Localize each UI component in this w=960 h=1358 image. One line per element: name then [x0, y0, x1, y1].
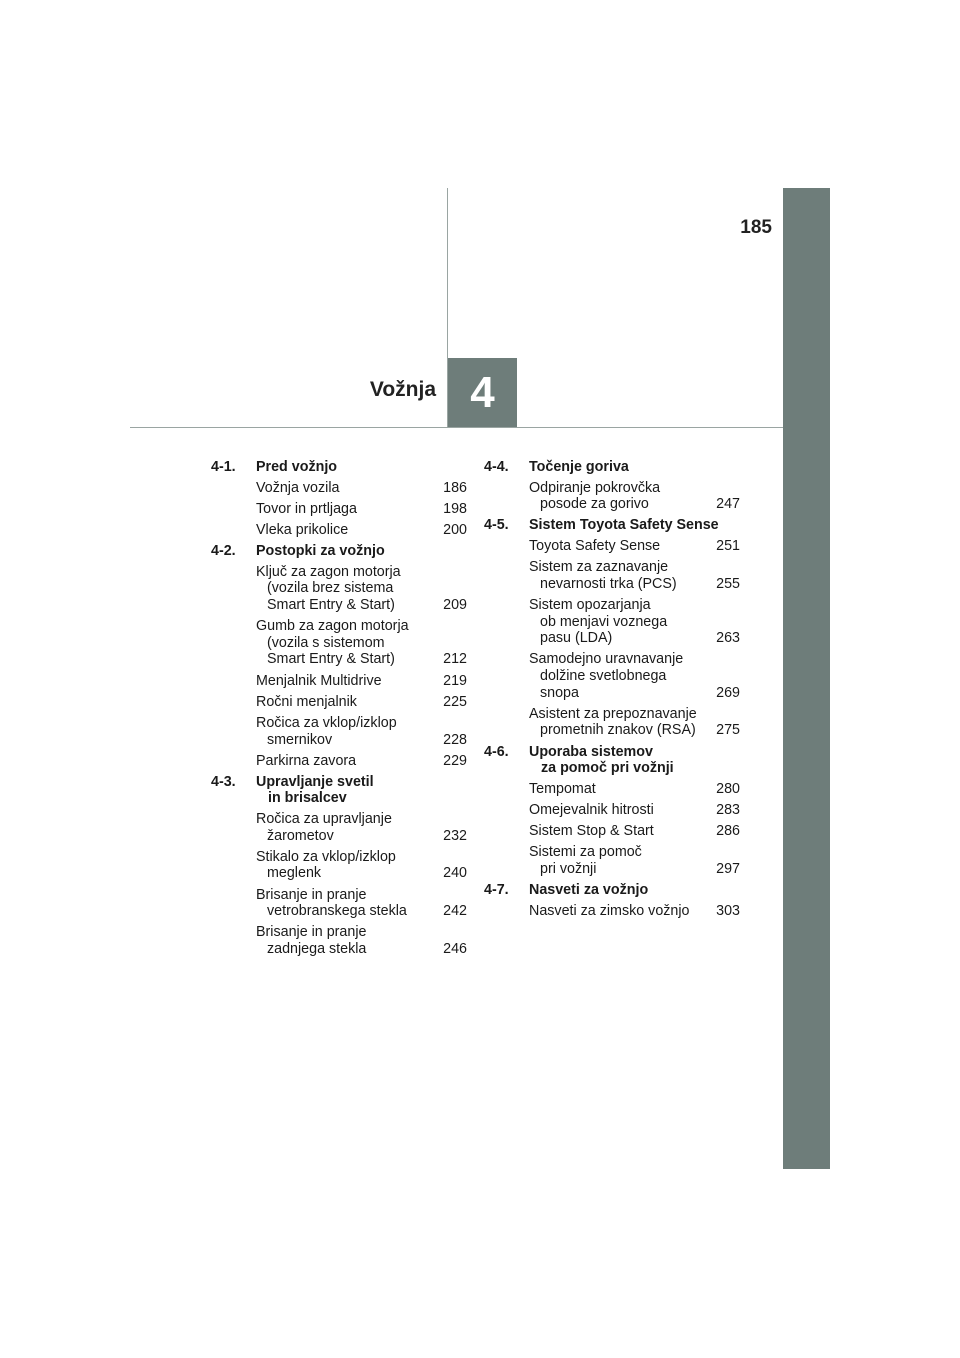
- toc-right-column: [484, 459, 740, 924]
- toc-entry-label[interactable]: [256, 811, 441, 844]
- toc-entry-text: Sistem Stop & Start: [529, 823, 654, 840]
- section-title[interactable]: Točenje goriva: [529, 459, 629, 475]
- toc-entry-label[interactable]: [529, 706, 714, 739]
- toc-entry-text: Sistemi za pomoč pri vožnji: [529, 844, 642, 877]
- toc-entry-text: Stikalo za vklop/izklop meglenk: [256, 848, 396, 882]
- section-number: 4-4.: [484, 459, 509, 475]
- toc-entry-label[interactable]: [256, 618, 441, 668]
- toc-entry[interactable]: [256, 618, 467, 668]
- toc-entry[interactable]: [256, 715, 467, 748]
- chapter-title: Vožnja: [369, 378, 436, 401]
- section-heading: [484, 459, 740, 476]
- toc-entry-text: Odpiranje pokrovčka posode za gorivo: [529, 479, 661, 513]
- toc-entry[interactable]: [529, 538, 740, 555]
- section-title[interactable]: Nasveti za vožnjo: [529, 882, 649, 899]
- toc-entry-label[interactable]: [529, 844, 714, 877]
- toc-entry[interactable]: [529, 781, 740, 798]
- section-heading: [211, 543, 467, 560]
- section-heading: [211, 774, 467, 807]
- toc-entry[interactable]: [529, 706, 740, 739]
- toc-entry[interactable]: [256, 811, 467, 844]
- toc-entry-page[interactable]: 232: [443, 827, 467, 844]
- toc-entry-label[interactable]: [256, 887, 441, 920]
- toc-entry-text: Brisanje in pranje zadnjega stekla: [256, 924, 367, 957]
- section-title[interactable]: Uporaba sistemov za pomoč pri vožnji: [529, 743, 674, 777]
- toc-entry-page[interactable]: 242: [443, 903, 467, 920]
- section-heading: [484, 517, 740, 534]
- toc-entry-label[interactable]: [529, 538, 714, 555]
- toc-section: [211, 543, 467, 769]
- toc-entry-page[interactable]: 209: [443, 596, 467, 613]
- toc-entry[interactable]: [256, 522, 467, 539]
- toc-entry[interactable]: [256, 673, 467, 690]
- section-heading: [484, 744, 740, 777]
- toc-entry[interactable]: [529, 844, 740, 877]
- toc-entry-page[interactable]: 212: [443, 651, 467, 668]
- toc-entry-label[interactable]: [256, 753, 441, 770]
- toc-entry-text: Brisanje in pranje vetrobranskega stekla: [256, 886, 407, 920]
- toc-entry-text: Ročica za upravljanje žarometov: [256, 811, 392, 844]
- toc-entry[interactable]: [529, 597, 740, 647]
- toc-entry[interactable]: [256, 694, 467, 711]
- toc-entry[interactable]: [256, 501, 467, 518]
- toc-entry-page[interactable]: 240: [443, 865, 467, 882]
- toc-entry-label[interactable]: [256, 673, 441, 690]
- toc-entry-text: Sistem opozarjanja ob menjavi voznega pasu (LDA): [529, 596, 668, 647]
- toc-entry-text: Ročni menjalnik: [256, 693, 357, 710]
- toc-entry-page[interactable]: 186: [443, 479, 467, 496]
- toc-entry-page[interactable]: 255: [716, 575, 740, 592]
- section-number: 4-3.: [211, 773, 236, 790]
- toc-entry-label[interactable]: [529, 651, 714, 701]
- section-number: 4-7.: [484, 882, 509, 899]
- toc-entry[interactable]: [529, 651, 740, 701]
- section-title[interactable]: Sistem Toyota Safety Sense: [529, 517, 719, 534]
- toc-entry-label[interactable]: [256, 694, 441, 711]
- toc-section: [484, 517, 740, 739]
- toc-entry-page[interactable]: 225: [443, 693, 467, 710]
- toc-entry-text: Tempomat: [529, 780, 596, 797]
- section-title[interactable]: Postopki za vožnjo: [256, 543, 385, 560]
- toc-entry-page[interactable]: 247: [716, 496, 740, 513]
- section-heading: [484, 882, 740, 899]
- toc-entry-label[interactable]: [256, 522, 441, 539]
- toc-entry-page[interactable]: 275: [716, 722, 740, 739]
- toc-entry-label[interactable]: [529, 480, 714, 513]
- toc-entry[interactable]: [529, 802, 740, 819]
- toc-entry-label[interactable]: [529, 903, 714, 920]
- toc-entry[interactable]: [529, 903, 740, 920]
- toc-entry-text: Ročica za vklop/izklop smernikov: [256, 714, 397, 748]
- toc-entry-page[interactable]: 263: [716, 630, 740, 647]
- toc-entry-page[interactable]: 219: [443, 672, 467, 689]
- toc-entry[interactable]: [256, 924, 467, 957]
- toc-entry-text: Menjalnik Multidrive: [256, 672, 382, 689]
- toc-section: [484, 882, 740, 919]
- toc-entry-label[interactable]: [256, 480, 441, 497]
- toc-entry-label[interactable]: [256, 924, 441, 957]
- toc-entry-label[interactable]: [529, 559, 714, 592]
- toc-entry-label[interactable]: [256, 501, 441, 518]
- toc-section: [211, 774, 467, 958]
- toc-entry-text: Toyota Safety Sense: [529, 537, 661, 554]
- toc-entry-page[interactable]: 269: [716, 684, 740, 701]
- toc-entry-label[interactable]: [529, 823, 714, 840]
- toc-entry-page[interactable]: 228: [443, 731, 467, 748]
- toc-entry-text: Parkirna zavora: [256, 752, 357, 769]
- toc-entry-text: Nasveti za zimsko vožnjo: [529, 902, 690, 919]
- section-title[interactable]: Upravljanje svetil in brisalcev: [256, 773, 374, 807]
- toc-section: [211, 459, 467, 539]
- toc-entry-text: Sistem za zaznavanje nevarnosti trka (PCS): [529, 559, 677, 592]
- chapter-side-tab: [783, 188, 830, 1169]
- toc-left-column: [211, 459, 467, 962]
- section-number: 4-6.: [484, 743, 509, 760]
- toc-entry-text: Tovor in prtljaga: [256, 500, 357, 517]
- toc-entry[interactable]: [256, 887, 467, 920]
- toc-entry-page[interactable]: 251: [716, 537, 740, 554]
- toc-entry-text: Vleka prikolice: [256, 521, 349, 538]
- toc-entry-text: Omejevalnik hitrosti: [529, 801, 654, 818]
- toc-section: [484, 744, 740, 878]
- toc-entry-page[interactable]: 286: [716, 823, 740, 840]
- chapter-number: 4: [470, 367, 495, 417]
- section-number: 4-2.: [211, 543, 236, 560]
- toc-entry-label[interactable]: [256, 849, 441, 882]
- toc-section: [484, 459, 740, 513]
- toc-entry-page[interactable]: 229: [443, 752, 467, 769]
- toc-entry[interactable]: [256, 564, 467, 614]
- toc-entry[interactable]: [256, 849, 467, 882]
- horizontal-rule: [130, 427, 783, 428]
- toc-entry[interactable]: [529, 823, 740, 840]
- toc-entry-page[interactable]: 297: [716, 860, 740, 877]
- toc-entry-text: Gumb za zagon motorja (vozila s sistemom Smart Entry & Start): [256, 618, 409, 668]
- toc-entry-label[interactable]: [256, 715, 441, 748]
- toc-entry-page[interactable]: 303: [716, 902, 740, 919]
- toc-entry-label[interactable]: [529, 597, 714, 647]
- toc-entry[interactable]: [256, 480, 467, 497]
- toc-entry-page[interactable]: 246: [443, 941, 467, 957]
- toc-entry-text: Vožnja vozila: [256, 479, 340, 496]
- page-number: 185: [740, 217, 772, 238]
- toc-entry-page[interactable]: 198: [443, 500, 467, 517]
- section-heading: [211, 459, 467, 476]
- toc-entry-page[interactable]: 200: [443, 521, 467, 538]
- toc-entry[interactable]: [529, 480, 740, 513]
- toc-entry-label[interactable]: [529, 802, 714, 819]
- toc-entry[interactable]: [529, 559, 740, 592]
- toc-entry-label[interactable]: [529, 781, 714, 798]
- section-number: 4-1.: [211, 459, 236, 475]
- toc-entry-text: Samodejno uravnavanje dolžine svetlobnega snopa: [529, 651, 684, 701]
- chapter-number-box: [448, 358, 517, 427]
- toc-entry-label[interactable]: [256, 564, 441, 614]
- toc-entry-page[interactable]: 283: [716, 801, 740, 818]
- section-title[interactable]: Pred vožnjo: [256, 459, 338, 475]
- toc-entry-text: Ključ za zagon motorja (vozila brez sistema Smart Entry & Start): [256, 563, 401, 613]
- toc-entry-page[interactable]: 280: [716, 780, 740, 797]
- toc-entry[interactable]: [256, 753, 467, 770]
- section-number: 4-5.: [484, 517, 509, 534]
- toc-entry-text: Asistent za prepoznavanje prometnih znakov (RSA): [529, 705, 697, 739]
